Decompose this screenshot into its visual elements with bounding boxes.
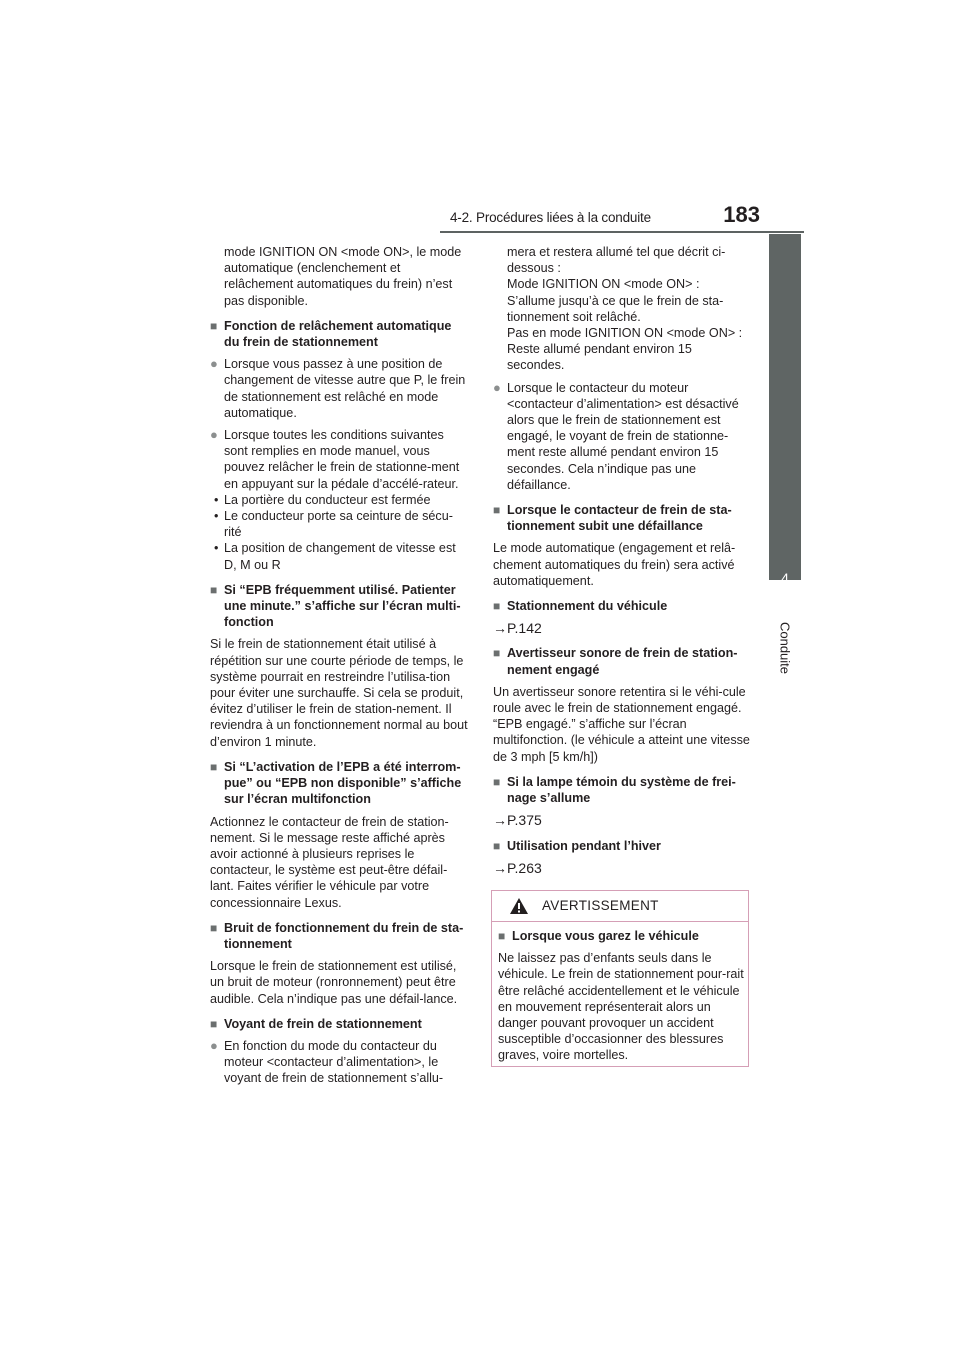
arrow-icon: → <box>493 859 507 876</box>
header-rule <box>440 231 804 233</box>
left-column <box>210 244 468 1093</box>
warning-header <box>492 891 748 922</box>
section-heading: ■ Avertisseur sonore de frein de station-nement engagé <box>493 646 738 677</box>
bullet-item: ● Lorsque toutes les conditions suivantes sont remplies en mode manuel, vous pouvez relâcher le frein de stationne-ment en appuyant sur la pédale d’accélé-rateur. <box>210 427 460 491</box>
warning-title: AVERTISSEMENT <box>542 898 659 913</box>
page-reference[interactable]: →P.375 <box>493 812 542 829</box>
small-bullet-icon: • <box>214 509 219 524</box>
paragraph: Mode IGNITION ON <mode ON> : S’allume jusqu’à ce que le frein de sta-tionnement soit relâché. <box>507 277 724 324</box>
section-heading: ■ Si la lampe témoin du système de frei-nage s’allume <box>493 774 736 806</box>
square-bullet-icon: ■ <box>498 929 506 943</box>
warning-text: Ne laissez pas d’enfants seuls dans le véhicule. Le frein de stationnement pour-rait être relâché accidentellement et le véhicule en mouvement représenterait alors un danger pouvant provoquer un accident susceptible d’occasionner des blessures graves, voire mortelles. <box>498 951 744 1063</box>
square-bullet-icon: ■ <box>493 599 501 614</box>
section-title: 4-2. Procédures liées à la conduite <box>450 210 651 225</box>
section-heading: ■ Lorsque le contacteur de frein de sta-tionnement subit une défaillance <box>493 503 732 534</box>
dot-bullet-icon: ● <box>210 427 218 443</box>
section-heading: ■ Voyant de frein de stationnement <box>210 1016 422 1031</box>
section-heading: ■ Stationnement du véhicule <box>493 599 668 614</box>
warning-box <box>491 890 749 1067</box>
square-bullet-icon: ■ <box>210 1016 218 1031</box>
paragraph: Le mode automatique (engagement et relâ-chement automatiques du frein) sera activé automatiquement. <box>493 541 736 588</box>
square-bullet-icon: ■ <box>493 646 501 661</box>
small-bullet-icon: • <box>214 541 219 556</box>
page-reference[interactable]: →P.263 <box>493 859 542 876</box>
warning-heading: ■ Lorsque vous garez le véhicule <box>498 929 699 943</box>
bullet-item: ● Lorsque vous passez à une position de changement de vitesse autre que P, le frein de stationnement est relâché en mode automatique. <box>210 356 466 420</box>
square-bullet-icon: ■ <box>493 774 501 789</box>
sub-item: • La portière du conducteur est fermée <box>214 492 431 507</box>
dot-bullet-icon: ● <box>210 356 218 372</box>
right-column <box>493 244 751 884</box>
page-header <box>440 204 804 234</box>
sub-item: • La position de changement de vitesse est D, M ou R <box>214 541 456 572</box>
square-bullet-icon: ■ <box>210 920 218 935</box>
square-bullet-icon: ■ <box>210 582 218 597</box>
bullet-item: ● Lorsque le contacteur du moteur <contacteur d’alimentation> est désactivé alors que le frein de stationnement est engagé, le voyant de frein de stationne-ment reste allumé pendant environ 15 secondes. Cela n’indique pas une défaillance. <box>493 379 739 492</box>
arrow-icon: → <box>493 812 507 829</box>
chapter-number: 4 <box>781 570 789 586</box>
paragraph: Pas en mode IGNITION ON <mode ON> : Reste allumé pendant environ 15 secondes. <box>507 326 743 373</box>
page-reference[interactable]: →P.142 <box>493 620 542 637</box>
small-bullet-icon: • <box>214 492 219 507</box>
paragraph: Un avertisseur sonore retentira si le véhi-cule roule avec le frein de stationnement engagé. “EPB engagé.” s’affiche sur l’écran multifonction. (le véhicule a atteint une vitesse de 3 mph [5 km/h]) <box>493 684 750 764</box>
square-bullet-icon: ■ <box>493 838 501 853</box>
section-heading: ■ Utilisation pendant l’hiver <box>493 838 661 853</box>
arrow-icon: → <box>493 620 507 637</box>
square-bullet-icon: ■ <box>493 503 501 518</box>
paragraph: Actionnez le contacteur de frein de station-nement. Si le message reste affiché après avoir actionné à plusieurs reprises le contacteur, le système est peut-être défail-lant. Faites vérifier le véhicule par votre concessionnaire Lexus. <box>210 814 449 910</box>
square-bullet-icon: ■ <box>210 318 218 333</box>
warning-triangle-icon <box>509 897 529 915</box>
section-heading: ■ Bruit de fonctionnement du frein de sta-tionnement <box>210 920 464 951</box>
dot-bullet-icon: ● <box>493 379 501 395</box>
sub-item: • Le conducteur porte sa ceinture de sécu-rité <box>214 509 453 540</box>
paragraph: Si le frein de stationnement était utilisé à répétition sur une courte période de temps, le système pourrait en restreindre l’utilisa-tion pour éviter une surchauffe. Si cela se produit, évitez d’utiliser le frein de station-nement. Il reviendra à un fonctionnement normal au bout d’environ 1 minute. <box>210 637 468 749</box>
warning-body <box>492 922 748 1064</box>
section-heading: ■ Fonction de relâchement automatique du frein de stationnement <box>210 318 452 350</box>
chapter-label <box>768 608 802 688</box>
chapter-label-text: Conduite <box>777 621 793 675</box>
paragraph: Lorsque le frein de stationnement est utilisé, un bruit de moteur (ronronnement) peut être audible. Cela n’indique pas une défail-lance. <box>210 959 458 1006</box>
chapter-tab <box>769 234 801 586</box>
dot-bullet-icon: ● <box>210 1037 218 1053</box>
paragraph: mera et restera allumé tel que décrit ci-dessous : <box>507 245 726 276</box>
bullet-item: ● En fonction du mode du contacteur du moteur <contacteur d’alimentation>, le voyant de frein de stationnement s’allu- <box>210 1037 444 1086</box>
square-bullet-icon: ■ <box>210 759 218 774</box>
page-number: 183 <box>723 202 760 227</box>
section-heading: ■ Si “EPB fréquemment utilisé. Patienter une minute.” s’affiche sur l’écran multi-fonction <box>210 582 461 630</box>
paragraph: mode IGNITION ON <mode ON>, le mode automatique (enclenchement et relâchement automatiques du frein) n’est pas disponible. <box>224 245 462 308</box>
section-heading: ■ Si “L’activation de l’EPB a été interrom-pue” ou “EPB non disponible” s’affiche sur l’écran multifonction <box>210 759 462 807</box>
